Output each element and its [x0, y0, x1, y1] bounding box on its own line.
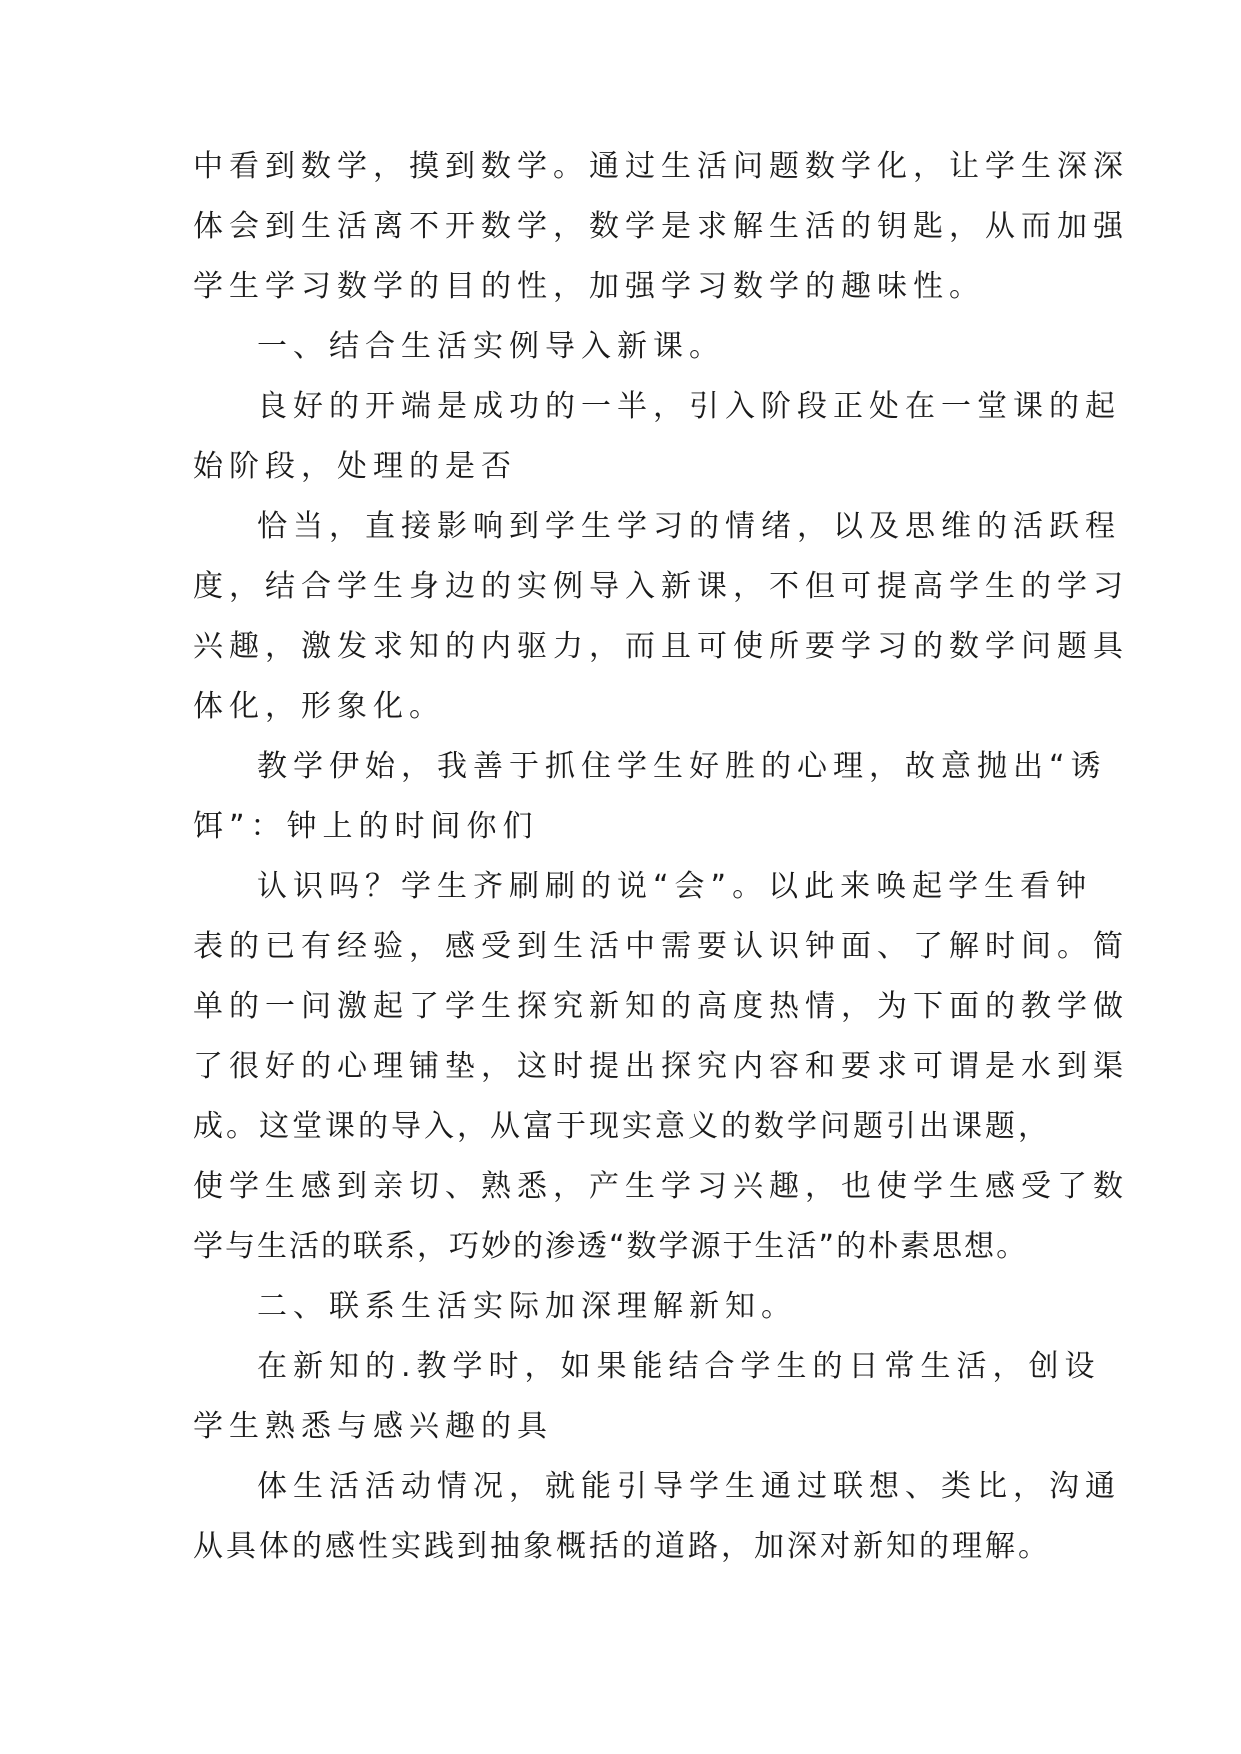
text-line: 使学生感到亲切、熟悉，产生学习兴趣，也使学生感受了数: [193, 1169, 1129, 1204]
text-line: 度，结合学生身边的实例导入新课，不但可提高学生的学习: [193, 569, 1129, 604]
text-line: 学生学习数学的目的性，加强学习数学的趣味性。: [193, 269, 985, 304]
text-line: 兴趣，激发求知的内驱力，而且可使所要学习的数学问题具: [193, 629, 1129, 664]
text-line: 教学伊始，我善于抓住学生好胜的心理，故意抛出“诱: [257, 749, 1107, 784]
text-line: 成。这堂课的导入，从富于现实意义的数学问题引出课题，: [193, 1109, 1051, 1144]
text-line: 体化，形象化。: [193, 689, 445, 724]
section-heading: 二、联系生活实际加深理解新知。: [257, 1289, 797, 1324]
text-line: 始阶段，处理的是否: [193, 449, 517, 484]
text-line: 体会到生活离不开数学，数学是求解生活的钥匙，从而加强: [193, 209, 1129, 244]
text-line: 体生活活动情况，就能引导学生通过联想、类比，沟通: [257, 1469, 1121, 1504]
text-line: 学与生活的联系，巧妙的渗透“数学源于生活”的朴素思想。: [193, 1229, 1029, 1264]
text-line: 学生熟悉与感兴趣的具: [193, 1409, 553, 1444]
text-line: 了很好的心理铺垫，这时提出探究内容和要求可谓是水到渠: [193, 1049, 1129, 1084]
text-line: 单的一问激起了学生探究新知的高度热情，为下面的教学做: [193, 989, 1129, 1024]
text-line: 恰当，直接影响到学生学习的情绪，以及思维的活跃程: [257, 509, 1121, 544]
text-line: 从具体的感性实践到抽象概括的道路，加深对新知的理解。: [193, 1529, 1051, 1564]
section-heading: 一、结合生活实例导入新课。: [257, 329, 725, 364]
text-line: 饵”：钟上的时间你们: [193, 809, 539, 844]
text-line: 良好的开端是成功的一半，引入阶段正处在一堂课的起: [257, 389, 1121, 424]
text-line: 在新知的.教学时，如果能结合学生的日常生活，创设: [257, 1349, 1101, 1384]
text-line: 中看到数学，摸到数学。通过生活问题数学化，让学生深深: [193, 149, 1129, 184]
text-line: 认识吗？学生齐刷刷的说“会”。以此来唤起学生看钟: [257, 869, 1093, 904]
text-line: 表的已有经验，感受到生活中需要认识钟面、了解时间。简: [193, 929, 1129, 964]
